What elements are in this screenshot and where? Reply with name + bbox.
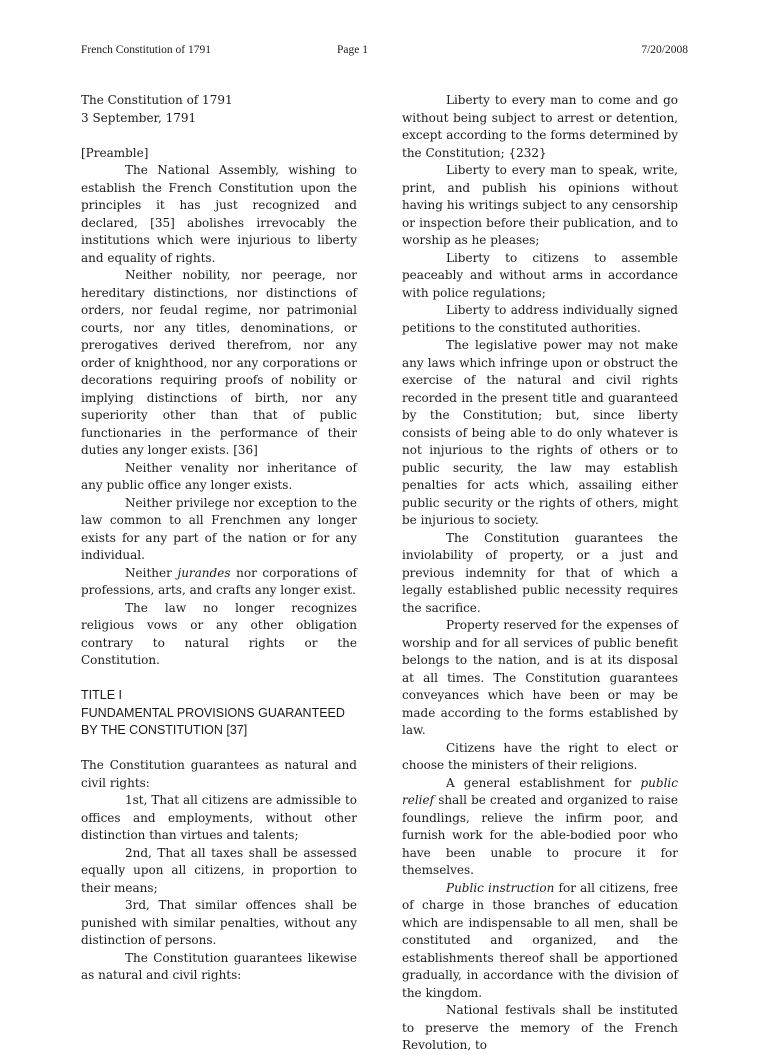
document-date: 3 September, 1791 <box>81 110 197 125</box>
header-date: 7/20/2008 <box>641 44 688 56</box>
spacer <box>81 740 357 758</box>
body-paragraph: Citizens have the right to elect or choose the ministers of their religions. <box>402 740 678 772</box>
section-heading-number: TITLE I <box>81 688 122 702</box>
body-paragraph: Liberty to every man to speak, write, print, and publish his opinions without having his writings subject to any censorship or inspection before their publication, and to worship as he pleases; <box>402 163 678 247</box>
italic-term: Public instruction <box>446 880 555 895</box>
right-column <box>402 92 678 1055</box>
preamble-paragraph: Neither privilege nor exception to the law common to all Frenchmen any longer exists for any part of the nation or for any individual. <box>81 495 357 562</box>
text-run: for all citizens, free of charge in those branches of education which are indispensable to all men, shall be constituted and organized, and the establishments thereof shall be apportioned gradually, in accordance with the division of the kingdom. <box>402 880 678 1000</box>
body-paragraph: The Constitution guarantees likewise as natural and civil rights: <box>81 950 357 982</box>
rights-item: 3rd, That similar offences shall be punished with similar penalties, without any distinction of persons. <box>81 898 357 947</box>
italic-term: jurandes <box>177 565 231 580</box>
page-header <box>81 44 688 62</box>
preamble-paragraph <box>81 565 357 600</box>
body-paragraph: Liberty to every man to come and go without being subject to arrest or detention, except according to the forms determined by the Constitution; {232} <box>402 93 678 160</box>
body-paragraph: The legislative power may not make any laws which infringe upon or obstruct the exercise of the natural and civil rights recorded in the present title and guaranteed by the Constitution; but, since liberty consists of being able to do only whatever is not injurious to the rights of others or to public security, the law may establish penalties for acts which, assailing either public security or the rights of others, might be injurious to society. <box>402 338 678 527</box>
left-column <box>81 92 357 985</box>
body-paragraph: Property reserved for the expenses of worship and for all services of public benefit belongs to the nation, and is at its disposal at all times. The Constitution guarantees conveyances which have been or may be made according to the forms established by law. <box>402 618 678 737</box>
text-run: shall be created and organized to raise foundlings, relieve the infirm poor, and furnish work for the able-bodied poor who have been unable to procure it for themselves. <box>402 793 678 877</box>
body-paragraph: National festivals shall be instituted to preserve the memory of the French Revolution, to <box>402 1003 678 1052</box>
section-heading-text: FUNDAMENTAL PROVISIONS GUARANTEED BY THE CONSTITUTION [37] <box>81 705 345 737</box>
italic-term: public relief <box>402 775 678 807</box>
header-document-title: French Constitution of 1791 <box>81 44 212 56</box>
body-paragraph: Liberty to citizens to assemble peaceably and without arms in accordance with police regulations; <box>402 250 678 300</box>
rights-item: 2nd, That all taxes shall be assessed equally upon all citizens, in proportion to their means; <box>81 845 357 895</box>
text-run: Neither <box>125 565 178 580</box>
body-paragraph: The Constitution guarantees the inviolability of property, or a just and previous indemnity for that of which a legally established public necessity requires the sacrifice. <box>402 530 678 615</box>
body-paragraph <box>402 775 678 880</box>
preamble-label: [Preamble] <box>81 145 149 160</box>
body-paragraph: Liberty to address individually signed petitions to the constituted authorities. <box>402 303 678 335</box>
preamble-paragraph: The law no longer recognizes religious vows or any other obligation contrary to natural rights or the Constitution. <box>81 600 357 667</box>
document-title: The Constitution of 1791 <box>81 93 233 107</box>
spacer <box>81 127 357 145</box>
rights-item: 1st, That all citizens are admissible to offices and employments, without other distinction than virtues and talents; <box>81 793 357 842</box>
text-run: A general establishment for <box>446 775 641 790</box>
preamble-paragraph: Neither venality nor inheritance of any public office any longer exists. <box>81 460 357 492</box>
preamble-paragraph: The National Assembly, wishing to establish the French Constitution upon the principles it has just recognized and declared, [35] abolishes irrevocably the institutions which were injurious to liberty and equality of rights. <box>81 163 357 265</box>
preamble-paragraph: Neither nobility, nor peerage, nor hereditary distinctions, nor distinctions of orders, nor feudal regime, nor patrimonial courts, nor any titles, denominations, or prerogatives derived therefrom, nor any order of knighthood, nor any corporations or decorations requiring proofs of nobility or implying distinctions of birth, nor any superiority other than that of public functionaries in the performance of their duties any longer exists. [36] <box>81 268 357 457</box>
section-heading <box>81 687 357 740</box>
text-run: nor corporations of professions, arts, and crafts any longer exist. <box>81 565 357 597</box>
body-paragraph <box>402 880 678 1003</box>
body-paragraph: The Constitution guarantees as natural and civil rights: <box>81 758 357 790</box>
header-page-number: Page 1 <box>337 44 368 56</box>
spacer <box>81 670 357 688</box>
